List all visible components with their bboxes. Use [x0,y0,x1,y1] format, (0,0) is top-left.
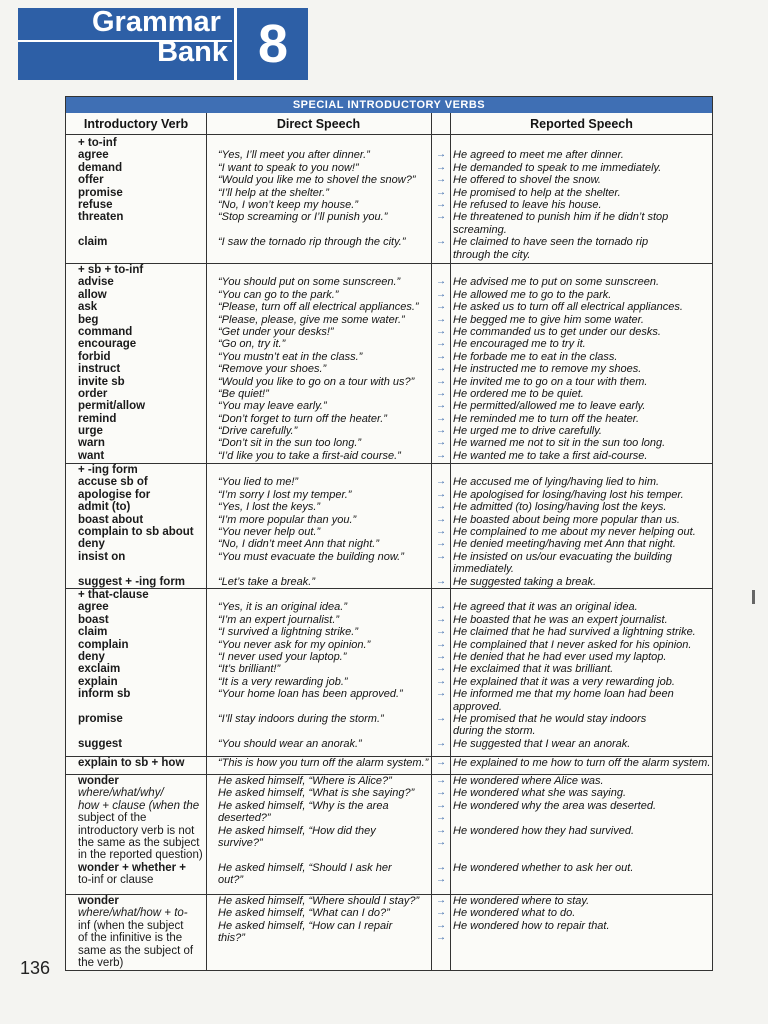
header-direct-speech: Direct Speech [276,117,361,131]
reported-speech-line: He demanded to speak to me immediately. [453,161,662,174]
reported-speech-line: He complained that I never asked for his opinion. [453,638,692,651]
verb-line: + -ing form [78,464,138,476]
introductory-verb-cell [78,757,206,769]
verb-line: subject of the [78,812,147,825]
reported-speech-cell [453,757,711,769]
direct-speech-line: “Remove your shoes.” [218,363,327,376]
arrow-icon [434,137,448,149]
verb-line: of the infinitive is the [78,932,183,945]
verb-line: promise [78,712,123,725]
reported-speech-line [453,874,708,886]
arrow-icon: → [436,626,446,638]
verb-line: forbid [78,350,111,363]
arrow-icon: → [436,675,446,687]
verb-line: promise [78,186,123,199]
direct-speech-line: “You never help out.” [218,525,321,538]
direct-speech-line: “I’ll stay indoors during the storm.” [218,712,384,725]
reported-speech-line: He informed me that my home loan had been [453,688,674,701]
reported-speech-line: He boasted about being more popular than us. [453,513,680,526]
direct-speech-cell [218,464,432,588]
reported-speech-line: He accused me of lying/having lied to him. [453,476,660,489]
arrow-icon: → [436,757,446,768]
reported-speech-line: He permitted/allowed me to leave early. [453,400,646,413]
direct-speech-line: “No, I won’t keep my house.” [218,198,359,211]
reported-speech-cell [453,264,708,462]
direct-speech-line: “Let’s take a break.” [218,575,316,588]
direct-speech-line: “It is a very rewarding job.” [218,675,348,688]
arrow-icon: → [436,601,446,613]
direct-speech-line: “I’m an expert journalist.” [218,613,340,626]
direct-speech-line: “You lied to me!” [218,476,299,489]
verb-line: invite sb [78,375,125,388]
reported-speech-line: He exclaimed that it was brilliant. [453,663,614,676]
arrow-column [434,464,448,588]
arrow-icon: → [436,387,446,399]
reported-speech-line: He invited me to go on a tour with them. [453,375,648,388]
reported-speech-line: He wondered what she was saying. [453,787,627,800]
direct-speech-line [218,464,432,476]
arrow-icon: → [436,174,446,186]
introductory-verb-cell [78,895,206,969]
direct-speech-line: “Yes, it is an original idea.” [218,601,348,614]
reported-speech-line: He admitted (to) losing/having lost the keys. [453,501,667,514]
reported-speech-line: He begged me to give him some water. [453,313,644,326]
arrow-icon: → [436,161,446,173]
verb-line: exclaim [78,663,121,676]
verb-line: to-inf or clause [78,874,154,887]
arrow-icon: → [436,301,446,313]
verb-line: beg [78,313,99,326]
arrow-icon: → [436,650,446,662]
arrow-icon: → [436,288,446,300]
verb-line: encourage [78,338,137,351]
verb-line: threaten [78,211,124,224]
introductory-verb-cell [78,264,206,462]
arrow-icon: → [436,638,446,650]
verb-line: how + clause (when the [78,799,200,812]
reported-speech-line: He suggested taking a break. [453,575,597,588]
verb-line: deny [78,650,105,663]
reported-speech-line: He allowed me to go to the park. [453,288,612,301]
reported-speech-cell [453,895,708,932]
header-title-line1: Grammar [92,6,221,38]
verb-line: wonder + whether + [78,861,186,874]
reported-speech-line: He wondered what to do. [453,907,576,920]
direct-speech-line: “Would you like to go on a tour with us?” [218,375,415,388]
reported-speech-line: He promised to help at the shelter. [453,186,621,199]
table-row [66,774,712,894]
arrow-icon: → [436,787,446,799]
arrow-icon: → [436,575,446,587]
arrow-icon: → [436,513,446,525]
header-reported-speech: Reported Speech [530,117,633,131]
arrow-icon [434,849,448,861]
arrow-icon: → [436,775,446,786]
reported-speech-line: He ordered me to be quiet. [453,387,584,400]
verb-line: urge [78,425,103,438]
direct-speech-line [218,701,432,713]
direct-speech-line [218,264,432,276]
reported-speech-line: He insisted on us/our evacuating the building [453,550,672,563]
direct-speech-line: “Drive carefully.” [218,425,298,438]
reported-speech-line: He wondered where to stay. [453,895,590,907]
reported-speech-line: He reminded me to turn off the heater. [453,412,640,425]
direct-speech-line: “Yes, I’ll meet you after dinner.” [218,149,370,162]
reported-speech-line: He encouraged me to try it. [453,338,586,351]
reported-speech-line: He wanted me to take a first aid-course. [453,449,648,462]
arrow-icon: → [436,907,446,919]
verb-line: instruct [78,363,121,376]
direct-speech-line: He asked himself, “Where is Alice?” [218,775,392,787]
direct-speech-line: “I’m more popular than you.” [218,513,357,526]
verb-line: allow [78,288,107,301]
verb-line: same as the subject of [78,944,194,957]
reported-speech-line: He refused to leave his house. [453,198,602,211]
arrow-icon: → [436,861,446,873]
arrow-icon: → [436,895,446,906]
direct-speech-line: “Would you like me to shovel the snow?” [218,174,416,187]
reported-speech-line: He forbade me to eat in the class. [453,350,618,363]
verb-line: remind [78,412,117,425]
arrow-icon: → [436,799,446,811]
unit-number: 8 [257,14,289,74]
reported-speech-line: approved. [453,700,502,713]
direct-speech-line: deserted?” [218,812,271,825]
reported-speech-cell [453,464,708,588]
arrow-icon: → [436,501,446,513]
reported-speech-line [453,464,708,476]
reported-speech-line: He instructed me to remove my shoes. [453,363,642,376]
verb-line: want [78,449,105,462]
arrow-icon: → [436,476,446,488]
direct-speech-line: this?” [218,932,245,945]
arrow-icon: → [436,538,446,550]
verbs-table [65,96,713,971]
direct-speech-line [218,725,432,737]
reported-speech-line: He asked us to turn off all electrical appliances. [453,301,683,314]
direct-speech-line: “Your home loan has been approved.” [218,688,403,701]
reported-speech-line: He denied meeting/having met Ann that night. [453,538,676,551]
reported-speech-line: He promised that he would stay indoors [453,712,647,725]
reported-speech-line: He explained that it was a very rewarding job. [453,675,675,688]
direct-speech-line: “You should put on some sunscreen.” [218,276,401,289]
arrow-icon: → [436,400,446,412]
arrow-icon: → [436,525,446,537]
verb-line [78,563,206,575]
reported-speech-line [453,837,708,849]
arrow-icon: → [436,688,446,700]
direct-speech-line: “Be quiet!” [218,387,269,400]
arrow-icon: → [436,412,446,424]
direct-speech-line: He asked himself, “Should I ask her [218,861,392,874]
reported-speech-line: He wondered how they had survived. [453,824,634,837]
header-title-line2: Bank [157,36,228,68]
reported-speech-line: He wondered why the area was deserted. [453,799,657,812]
verb-line: demand [78,161,123,174]
arrow-icon: → [436,874,446,886]
direct-speech-line: He asked himself, “Why is the area [218,799,389,812]
reported-speech-line: He offered to shovel the snow. [453,174,601,187]
verb-line: the verb) [78,956,124,969]
verb-line: in the reported question) [78,849,203,862]
reported-speech-line [453,264,708,276]
table-banner: SPECIAL INTRODUCTORY VERBS [66,97,712,113]
arrow-icon: → [436,198,446,210]
arrow-icon: → [436,712,446,724]
verb-line: command [78,325,133,338]
verb-line: explain [78,675,118,688]
reported-speech-line: during the storm. [453,725,536,738]
direct-speech-line: “I want to speak to you now!” [218,161,359,174]
header-rule-bottom [66,134,712,135]
reported-speech-line: He apologised for losing/having lost his temper. [453,488,684,501]
reported-speech-line: He warned me not to sit in the sun too long. [453,437,666,450]
direct-speech-cell [218,589,432,750]
arrow-column [434,775,448,887]
reported-speech-cell [453,137,708,261]
introductory-verb-cell [78,775,206,887]
reported-speech-line: He claimed that he had survived a lightning strike. [453,626,696,639]
verb-line: where/what/why/ [78,787,164,800]
reported-speech-line: He threatened to punish him if he didn’t stop [453,211,669,224]
direct-speech-line: “I’d like you to take a first-aid course.” [218,449,401,462]
verb-line: introductory verb is not [78,824,195,837]
direct-speech-line: “This is how you turn off the alarm system.” [218,757,429,769]
direct-speech-line: “Please, please, give me some water.” [218,313,405,326]
arrow-icon: → [436,375,446,387]
verb-line: + to-inf [78,137,117,149]
direct-speech-line: “I’ll help at the shelter.” [218,186,329,199]
direct-speech-line: survive?” [218,836,263,849]
header-title [92,6,232,68]
direct-speech-line: “Go on, try it.” [218,338,286,351]
verb-line: offer [78,174,104,187]
verb-line: order [78,387,108,400]
table-row [66,463,712,588]
direct-speech-line [218,589,432,601]
arrow-column [434,137,448,249]
direct-speech-line: “Yes, I lost the keys.” [218,501,321,514]
reported-speech-line: He advised me to put on some sunscreen. [453,276,660,289]
verb-line: where/what/how + to- [78,907,188,920]
direct-speech-line: He asked himself, “How can I repair [218,919,393,932]
direct-speech-line: out?” [218,874,244,887]
verb-line: inf (when the subject [78,919,184,932]
page-number: 136 [20,958,51,978]
reported-speech-line: He agreed to meet me after dinner. [453,149,624,162]
arrow-icon: → [436,276,446,288]
introductory-verb-cell [78,137,206,249]
verb-line: advise [78,276,114,289]
direct-speech-cell [218,757,432,769]
direct-speech-line: “Don’t forget to turn off the heater.” [218,412,387,425]
verb-line: permit/allow [78,400,146,413]
direct-speech-line [218,224,432,236]
reported-speech-line [453,137,708,149]
verb-line: the same as the subject [78,836,200,849]
table-row [66,756,712,774]
direct-speech-cell [218,137,432,249]
arrow-icon [434,725,448,737]
direct-speech-line [218,849,432,861]
reported-speech-line [453,812,708,824]
direct-speech-line: “Please, turn off all electrical appliances.” [218,301,419,314]
verb-line: wonder [78,775,119,787]
page-mark [752,590,755,604]
introductory-verb-cell [78,464,206,588]
verb-line: deny [78,538,105,551]
direct-speech-line: “You never ask for my opinion.” [218,638,371,651]
verb-line: accuse sb of [78,476,148,489]
verb-line: complain [78,638,129,651]
reported-speech-line: immediately. [453,563,514,576]
verb-line: + that-clause [78,589,149,601]
reported-speech-cell [453,775,708,887]
direct-speech-line: “You can go to the park.” [218,288,339,301]
arrow-icon: → [436,919,446,931]
arrow-icon: → [436,425,446,437]
verb-line: warn [78,437,105,450]
direct-speech-line: “Get under your desks!” [218,325,334,338]
direct-speech-line: “I never used your laptop.” [218,650,347,663]
direct-speech-line: “You should wear an anorak.” [218,737,362,750]
verb-line: insist on [78,550,126,563]
verb-line: claim [78,626,108,639]
table-row [66,894,712,970]
direct-speech-line: “You may leave early.” [218,400,327,413]
arrow-icon: → [436,932,446,944]
verb-line: boast [78,613,109,626]
direct-speech-line: “I survived a lightning strike.” [218,626,358,639]
verb-line: refuse [78,198,113,211]
header-introductory-verb: Introductory Verb [83,117,189,131]
verb-line: inform sb [78,688,131,701]
arrow-icon: → [436,211,446,223]
reported-speech-line: He wondered whether to ask her out. [453,861,634,874]
arrow-icon: → [436,836,446,848]
arrow-icon: → [436,812,446,824]
table-row [66,136,712,263]
verb-line: wonder [78,895,119,907]
reported-speech-line: He claimed to have seen the tornado rip [453,236,649,249]
arrow-column [434,264,448,462]
verb-line: agree [78,149,109,162]
arrow-icon: → [436,437,446,449]
direct-speech-cell [218,775,432,887]
arrow-column [434,757,448,769]
verb-line [78,224,206,236]
direct-speech-line [218,563,432,575]
arrow-icon: → [436,325,446,337]
arrow-icon: → [436,363,446,375]
reported-speech-line: He commanded us to get under our desks. [453,325,661,338]
arrow-icon: → [436,236,446,248]
arrow-column [434,895,448,945]
arrow-icon [434,563,448,575]
arrow-column [434,589,448,750]
reported-speech-line [453,849,708,861]
direct-speech-line: “Stop screaming or I’ll punish you.” [218,211,388,224]
reported-speech-line: He complained to me about my never helping out. [453,525,696,538]
verb-line: claim [78,236,108,249]
direct-speech-line: “No, I didn’t meet Ann that night.” [218,538,380,551]
direct-speech-line: “You must evacuate the building now.” [218,550,404,563]
direct-speech-line: He asked himself, “What can I do?” [218,907,390,920]
verb-line: explain to sb + how [78,757,185,769]
direct-speech-line: “You mustn’t eat in the class.” [218,350,363,363]
direct-speech-line: “I saw the tornado rip through the city.” [218,236,406,249]
direct-speech-cell [218,264,432,462]
reported-speech-line: through the city. [453,248,531,261]
direct-speech-line: He asked himself, “How did they [218,824,376,837]
direct-speech-line: “I’m sorry I lost my temper.” [218,488,352,501]
verb-line: + sb + to-inf [78,264,144,276]
reported-speech-line: He explained to me how to turn off the alarm system. [453,757,711,769]
verb-line: complain to sb about [78,525,194,538]
verb-line: apologise for [78,488,151,501]
verb-line: ask [78,301,98,314]
arrow-icon: → [436,149,446,161]
table-row [66,588,712,756]
reported-speech-line [453,589,708,601]
arrow-icon [434,701,448,713]
table-row [66,263,712,463]
verb-line [78,701,206,713]
introductory-verb-cell [78,589,206,750]
direct-speech-line: He asked himself, “What is she saying?” [218,787,415,800]
reported-speech-line: He urged me to drive carefully. [453,425,602,438]
arrow-icon [434,464,448,476]
verb-line: suggest + -ing form [78,575,186,588]
arrow-icon: → [436,663,446,675]
verb-line: agree [78,601,109,614]
arrow-icon: → [436,186,446,198]
direct-speech-line [218,137,432,149]
arrow-icon [434,589,448,601]
arrow-icon: → [436,824,446,836]
arrow-icon: → [436,338,446,350]
direct-speech-cell [218,895,432,945]
direct-speech-line: “It’s brilliant!” [218,663,281,676]
direct-speech-line: “Don’t sit in the sun too long.” [218,437,362,450]
arrow-icon: → [436,313,446,325]
direct-speech-line: He asked himself, “Where should I stay?” [218,895,420,907]
reported-speech-cell [453,589,708,750]
verb-line: suggest [78,737,123,750]
arrow-icon: → [436,550,446,562]
verb-line: boast about [78,513,144,526]
arrow-icon [434,224,448,236]
arrow-icon: → [436,613,446,625]
reported-speech-line: He denied that he had ever used my laptop. [453,650,667,663]
arrow-icon: → [436,488,446,500]
reported-speech-line: He agreed that it was an original idea. [453,601,638,614]
verb-line [78,725,206,737]
reported-speech-line: He wondered where Alice was. [453,775,604,787]
arrow-icon: → [436,350,446,362]
reported-speech-line: He suggested that I wear an anorak. [453,737,631,750]
reported-speech-line: He boasted that he was an expert journalist. [453,613,668,626]
arrow-icon: → [436,449,446,461]
arrow-icon: → [436,737,446,749]
header-separator [234,8,237,80]
reported-speech-line: screaming. [453,223,507,236]
verb-line: admit (to) [78,501,131,514]
reported-speech-line: He wondered how to repair that. [453,919,610,932]
arrow-icon [434,264,448,276]
